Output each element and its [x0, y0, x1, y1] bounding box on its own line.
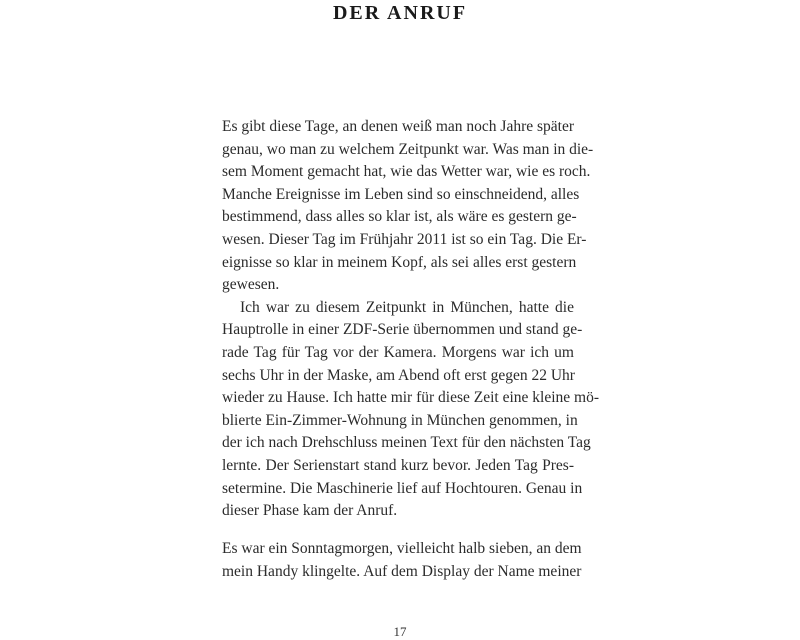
body-text-continued [222, 538, 582, 583]
text-line: genau, wo man zu welchem Zeitpunkt war. Was man in die- [222, 140, 594, 158]
text-line: mein Handy klingelte. Auf dem Display der Name meiner [222, 562, 582, 580]
text-line: lernte. Der Serienstart stand kurz bevor. Jeden Tag Pres- [222, 456, 574, 474]
body-text-main [222, 116, 600, 523]
text-line: dieser Phase kam der Anruf. [222, 502, 398, 520]
text-line: sem Moment gemacht hat, wie das Wetter war, wie es roch. [222, 163, 591, 181]
text-line: Es gibt diese Tage, an denen weiß man noch Jahre später [222, 118, 574, 135]
text-line: wesen. Dieser Tag im Frühjahr 2011 ist so ein Tag. Die Er- [222, 230, 587, 248]
text-line: sechs Uhr in der Maske, am Abend oft erst gegen 22 Uhr [222, 366, 575, 384]
text-line: Es war ein Sonntagmorgen, vielleicht halb sieben, an dem [222, 540, 582, 557]
text-line: Manche Ereignisse im Leben sind so einschneidend, alles [222, 185, 580, 203]
chapter-title: DER ANRUF [332, 2, 468, 24]
text-line: der ich nach Drehschluss meinen Text für den nächsten Tag [222, 434, 591, 452]
text-line: blierte Ein-Zimmer-Wohnung in München genommen, in [222, 411, 578, 429]
page-number: 17 [393, 624, 407, 639]
text-line: Ich war zu diesem Zeitpunkt in München, hatte die [240, 298, 574, 316]
text-line: Hauptrolle in einer ZDF-Serie übernommen und stand ge- [222, 321, 583, 339]
text-line: bestimmend, dass alles so klar ist, als wäre es gestern ge- [222, 208, 577, 226]
text-line: gewesen. [222, 276, 280, 294]
text-line: setermine. Die Maschinerie lief auf Hochtouren. Genau in [222, 479, 583, 497]
text-line: rade Tag für Tag vor der Kamera. Morgens war ich um [222, 343, 574, 361]
text-line: eignisse so klar in meinem Kopf, als sei alles erst gestern [222, 253, 577, 271]
text-line: wieder zu Hause. Ich hatte mir für diese Zeit eine kleine mö- [222, 389, 600, 407]
